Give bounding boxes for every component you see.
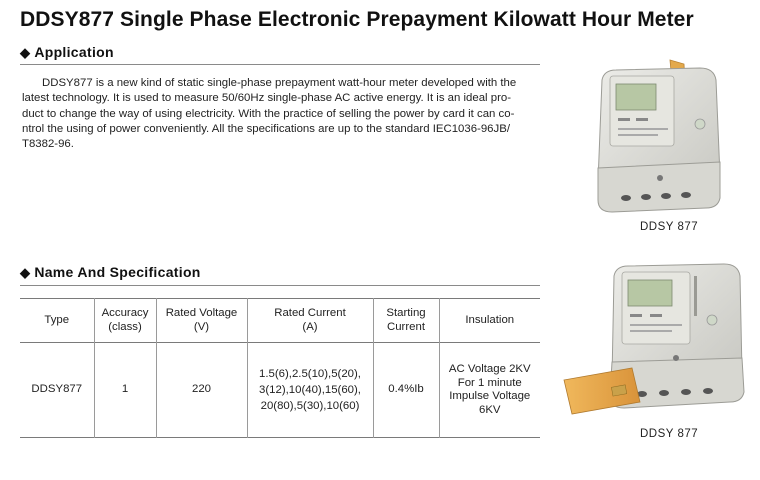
lcd-display-icon bbox=[628, 280, 672, 306]
cell-starting-current: 0.4%Ib bbox=[373, 343, 439, 438]
cell-insulation: AC Voltage 2KV For 1 minute Impulse Voltage 6KV bbox=[439, 343, 540, 438]
column-header-type: Type bbox=[44, 313, 70, 326]
application-paragraph bbox=[22, 76, 544, 152]
specification-divider bbox=[20, 285, 540, 286]
cell-voltage: 220 bbox=[156, 343, 247, 438]
application-divider bbox=[20, 64, 540, 65]
specification-heading bbox=[20, 264, 201, 281]
diamond-bullet-icon: ◆ bbox=[20, 265, 31, 280]
meter-image-top bbox=[588, 58, 722, 218]
paragraph-line: ntrol the using of power conveniently. All the specifications are up to the standard IEC1036-96JB/ bbox=[22, 122, 510, 135]
cell-type: DDSY877 bbox=[31, 383, 83, 396]
column-header-insulation: Insulation bbox=[439, 299, 540, 343]
diamond-bullet-icon: ◆ bbox=[20, 45, 31, 60]
paragraph-line: latest technology. It is used to measure 50/60Hz single-phase AC active energy. It is an ideal pro- bbox=[22, 92, 512, 105]
cell-accuracy: 1 bbox=[94, 343, 156, 438]
column-header-rated-current: Rated Current (A) bbox=[247, 299, 373, 343]
image-caption-bottom: DDSY 877 bbox=[640, 428, 699, 440]
column-header-rated-voltage: Rated Voltage (V) bbox=[156, 299, 247, 343]
paragraph-line: DDSY877 is a new kind of static single-phase prepayment watt-hour meter developed with the bbox=[42, 77, 517, 89]
application-heading-label: Application bbox=[34, 44, 114, 60]
table-row bbox=[20, 343, 540, 438]
table-header-row bbox=[20, 299, 540, 343]
column-header-starting-current: Starting Current bbox=[373, 299, 439, 343]
application-heading bbox=[20, 44, 114, 61]
page-title: DDSY877 Single Phase Electronic Prepayment Kilowatt Hour Meter bbox=[20, 8, 694, 31]
cell-current: 1.5(6),2.5(10),5(20), 3(12),10(40),15(60), 20(80),5(30),10(60) bbox=[247, 343, 373, 438]
column-header-accuracy: Accuracy (class) bbox=[94, 299, 156, 343]
specification-table bbox=[20, 298, 540, 438]
specification-heading-label: Name And Specification bbox=[34, 264, 201, 280]
meter-image-bottom bbox=[562, 262, 748, 420]
paragraph-line: T8382-96. bbox=[22, 138, 74, 151]
image-caption-top: DDSY 877 bbox=[640, 221, 699, 233]
lcd-display-icon bbox=[616, 84, 656, 110]
paragraph-line: duct to change the way of using electricity. With the practice of selling the power by card it can co- bbox=[22, 107, 515, 120]
